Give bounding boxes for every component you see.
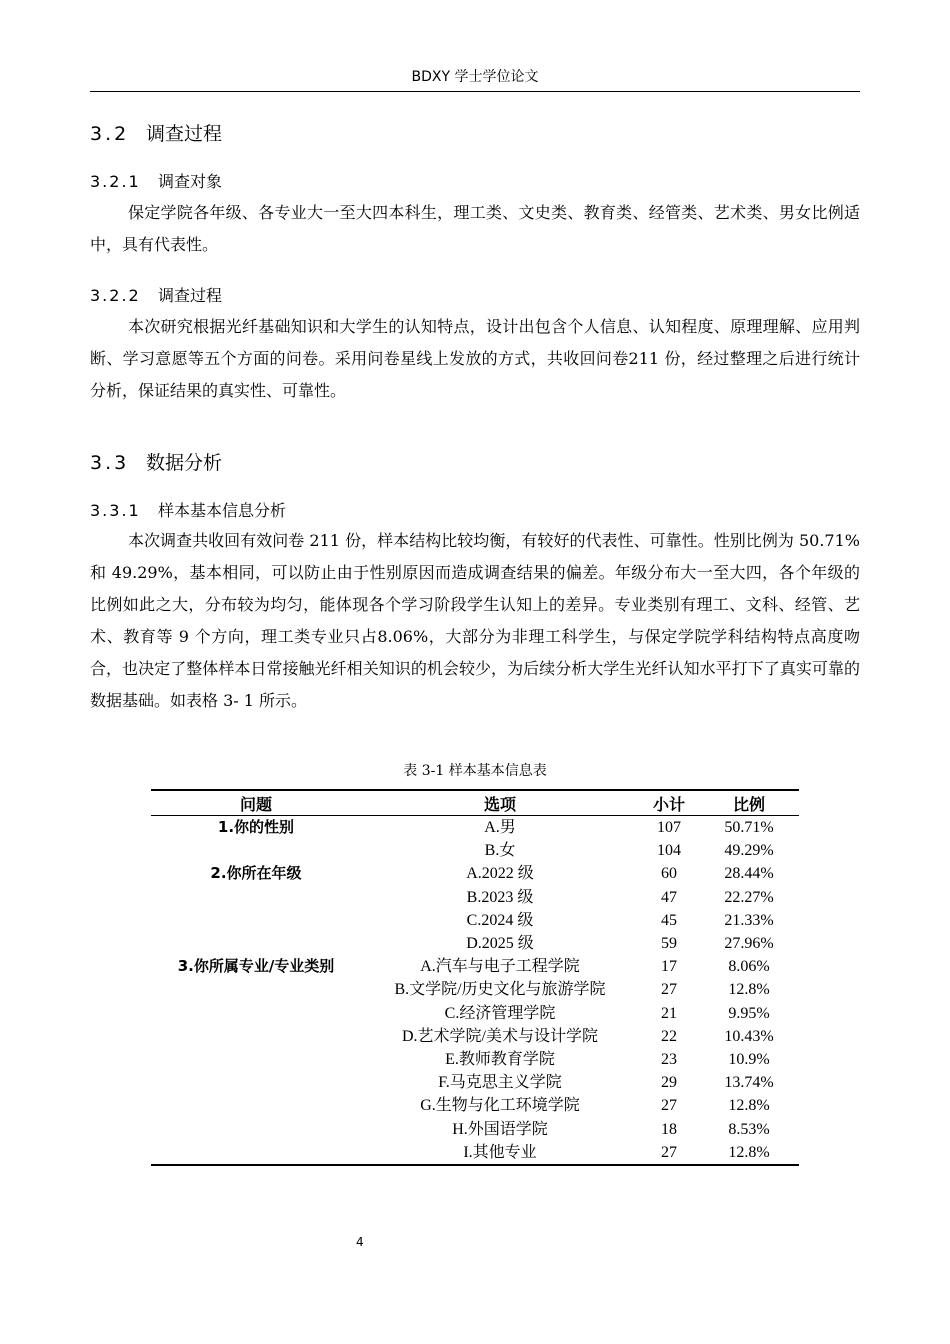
count-cell: 59 bbox=[661, 935, 677, 953]
option-cell: A.汽车与电子工程学院 bbox=[420, 958, 580, 976]
section-number: 3.3 bbox=[90, 452, 130, 474]
paragraph-survey-process: 本次研究根据光纤基础知识和大学生的认知特点，设计出包含个人信息、认知程度、原理理解、应用判断、学习意愿等五个方面的问卷。采用问卷星线上发放的方式，共收回问卷211 份，经过整理之后进行统计分析，保证结果的真实性、可靠性。 bbox=[90, 317, 860, 400]
column-header-count: 小计 bbox=[639, 790, 699, 816]
option-cell: D.2025 级 bbox=[466, 935, 534, 953]
ratio-cell: 10.9% bbox=[728, 1050, 770, 1068]
option-cell: D.艺术学院/美术与设计学院 bbox=[401, 1027, 598, 1045]
option-cell: B.文学院/历史文化与旅游学院 bbox=[394, 981, 606, 999]
count-cell: 27 bbox=[639, 1141, 699, 1165]
option-cell: A.男 bbox=[484, 819, 516, 837]
header-rule bbox=[90, 91, 860, 92]
section-title: 数据分析 bbox=[146, 452, 223, 474]
ratio-cell: 22.27% bbox=[724, 888, 774, 906]
ratio-cell: 8.53% bbox=[728, 1120, 770, 1138]
question-cell bbox=[151, 1094, 361, 1117]
ratio-cell: 12.8% bbox=[728, 981, 770, 999]
question-cell bbox=[151, 1048, 361, 1071]
paragraph-survey-subjects: 保定学院各年级、各专业大一至大四本科生，理工类、文史类、教育类、经管类、艺术类、男女比例适中，具有代表性。 bbox=[90, 203, 860, 254]
ratio-cell: 10.43% bbox=[724, 1027, 774, 1045]
subsection-number: 3.2.1 bbox=[90, 172, 141, 191]
count-cell: 45 bbox=[661, 911, 677, 929]
subsection-number: 3.3.1 bbox=[90, 501, 141, 520]
section-heading-3-2 bbox=[90, 119, 222, 146]
count-cell: 27 bbox=[661, 981, 677, 999]
ratio-cell: 27.96% bbox=[724, 935, 774, 953]
subsection-heading-3-2-1 bbox=[90, 169, 222, 192]
question-cell bbox=[151, 932, 361, 955]
sample-info-table bbox=[151, 789, 799, 1166]
column-header-question: 问题 bbox=[151, 790, 361, 816]
subsection-title: 调查过程 bbox=[158, 286, 223, 305]
count-cell: 23 bbox=[661, 1050, 677, 1068]
table-row bbox=[151, 1002, 799, 1025]
option-cell: A.2022 级 bbox=[466, 865, 534, 883]
option-cell: F.马克思主义学院 bbox=[438, 1074, 562, 1092]
table-row bbox=[151, 1117, 799, 1140]
ratio-cell: 12.8% bbox=[728, 1097, 770, 1115]
table-row bbox=[151, 978, 799, 1001]
subsection-title: 样本基本信息分析 bbox=[158, 501, 287, 520]
option-cell: B.2023 级 bbox=[466, 888, 534, 906]
page-number: 4 bbox=[356, 1235, 364, 1249]
question-cell: 3.你所属专业/专业类别 bbox=[177, 957, 335, 976]
table-caption: 表 3-1 样本基本信息表 bbox=[403, 763, 547, 779]
question-cell bbox=[151, 1117, 361, 1140]
ratio-cell: 49.29% bbox=[724, 842, 774, 860]
count-cell: 47 bbox=[661, 888, 677, 906]
question-cell bbox=[151, 909, 361, 932]
section-number: 3.2 bbox=[90, 123, 130, 145]
ratio-cell: 12.8% bbox=[699, 1141, 799, 1165]
table-row bbox=[151, 1048, 799, 1071]
table-row bbox=[151, 816, 799, 840]
count-cell: 104 bbox=[657, 842, 681, 860]
option-cell: B.女 bbox=[484, 842, 516, 860]
question-cell bbox=[151, 1002, 361, 1025]
question-cell: 2.你所在年级 bbox=[210, 864, 302, 883]
table-row bbox=[151, 839, 799, 862]
option-cell: C.2024 级 bbox=[466, 911, 534, 929]
question-cell bbox=[151, 839, 361, 862]
option-cell: E.教师教育学院 bbox=[445, 1050, 555, 1068]
ratio-cell: 13.74% bbox=[724, 1074, 774, 1092]
table-row bbox=[151, 1094, 799, 1117]
option-cell: G.生物与化工环境学院 bbox=[420, 1097, 580, 1115]
count-cell: 17 bbox=[661, 958, 677, 976]
option-cell: C.经济管理学院 bbox=[444, 1004, 556, 1022]
table-row bbox=[151, 1141, 799, 1165]
question-cell: 1.你的性别 bbox=[217, 818, 295, 837]
table-row bbox=[151, 1071, 799, 1094]
count-cell: 27 bbox=[661, 1097, 677, 1115]
count-cell: 22 bbox=[661, 1027, 677, 1045]
question-cell bbox=[151, 1141, 361, 1165]
page-header: BDXY 学士学位论文 bbox=[411, 69, 539, 85]
table-header-row bbox=[151, 790, 799, 816]
question-cell bbox=[151, 886, 361, 909]
count-cell: 18 bbox=[661, 1120, 677, 1138]
column-header-ratio: 比例 bbox=[699, 790, 799, 816]
subsection-heading-3-3-1 bbox=[90, 498, 286, 521]
table-row bbox=[151, 955, 799, 978]
question-cell bbox=[151, 1071, 361, 1094]
question-cell bbox=[151, 1025, 361, 1048]
subsection-heading-3-2-2 bbox=[90, 283, 222, 306]
ratio-cell: 28.44% bbox=[724, 865, 774, 883]
subsection-title: 调查对象 bbox=[158, 172, 223, 191]
column-header-option: 选项 bbox=[361, 790, 639, 816]
count-cell: 60 bbox=[661, 865, 677, 883]
ratio-cell: 21.33% bbox=[724, 911, 774, 929]
count-cell: 29 bbox=[661, 1074, 677, 1092]
table-row bbox=[151, 862, 799, 885]
ratio-cell: 9.95% bbox=[728, 1004, 770, 1022]
paragraph-sample-analysis: 本次调查共收回有效问卷 211 份，样本结构比较均衡，有较好的代表性、可靠性。性别比例为 50.71%和 49.29%，基本相同，可以防止由于性别原因而造成调查结果的偏差。年级分布大一至大四，各个年级的比例如此之大，分布较为均匀，能体现各个学习阶段学生认知上的差异。专业类别有理工、文科、经管、艺术、教育等 9 个方向，理工类专业只占8.06%，大部分为非理工科学生，与保定学院学科结构特点高度吻合，也决定了整体样本日常接触光纤相关知识的机会较少，为后续分析大学生光纤认知水平打下了真实可靠的数据基础。如表格 3- 1 所示。 bbox=[90, 531, 860, 710]
ratio-cell: 50.71% bbox=[724, 819, 774, 837]
table-row bbox=[151, 932, 799, 955]
question-cell bbox=[151, 978, 361, 1001]
count-cell: 107 bbox=[657, 819, 681, 837]
subsection-number: 3.2.2 bbox=[90, 286, 141, 305]
ratio-cell: 8.06% bbox=[728, 958, 770, 976]
table-row bbox=[151, 1025, 799, 1048]
table-row bbox=[151, 886, 799, 909]
option-cell: I.其他专业 bbox=[361, 1141, 639, 1165]
section-title: 调查过程 bbox=[146, 123, 223, 145]
section-heading-3-3 bbox=[90, 448, 222, 475]
count-cell: 21 bbox=[661, 1004, 677, 1022]
table-row bbox=[151, 909, 799, 932]
option-cell: H.外国语学院 bbox=[452, 1120, 548, 1138]
